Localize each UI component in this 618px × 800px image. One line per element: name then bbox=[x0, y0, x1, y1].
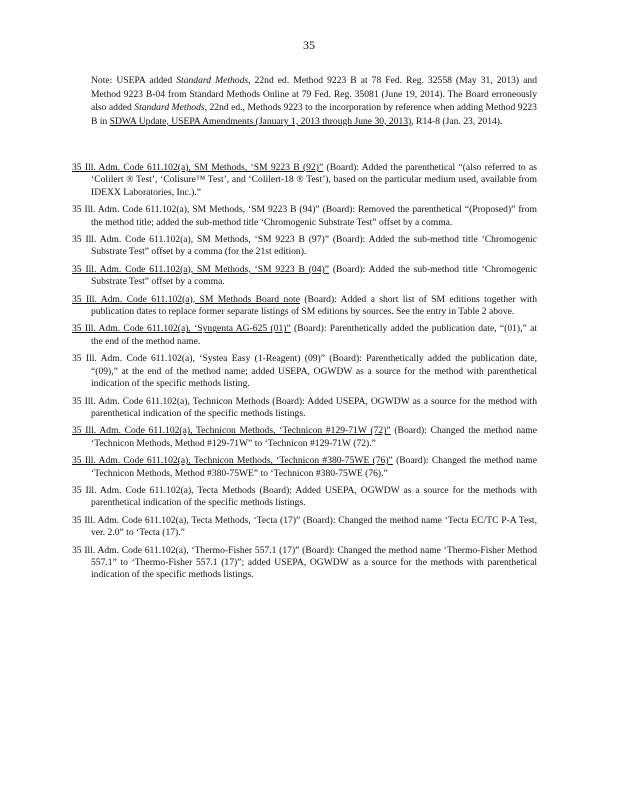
amendment-entry bbox=[72, 353, 537, 390]
note-text: , 22nd ed., Methods 9223 to the incorporation by reference when adding Method 9223 B in bbox=[91, 102, 537, 127]
amendment-entry bbox=[72, 294, 537, 319]
note-underlined-citation: SDWA Update, USEPA Amendments (January 1, 2013 through June 30, 2013) bbox=[109, 115, 412, 127]
entry-text: 35 Ill. Adm. Code 611.102(a), Technicon Methods (Board): Added USEPA, OGWDW as a source for the method with parenthetical indication of the specific methods listings. bbox=[72, 395, 537, 419]
note-text: , R14-8 (Jan. 23, 2014). bbox=[411, 115, 503, 127]
amendment-entry bbox=[72, 425, 537, 450]
amendment-entry bbox=[72, 234, 537, 259]
entry-underlined-citation: 35 Ill. Adm. Code 611.102(a), SM Methods, ‘SM 9223 B (04)” bbox=[72, 263, 329, 275]
amendment-entry bbox=[72, 485, 537, 510]
entry-text: (Board): Parenthetically added the publication date, “(01),” at the end of the method name. bbox=[91, 323, 537, 347]
amendment-entry bbox=[72, 264, 537, 289]
entry-underlined-citation: 35 Ill. Adm. Code 611.102(a), SM Methods Board note bbox=[72, 293, 300, 305]
note-italic-title: Standard Methods bbox=[134, 102, 205, 114]
entry-underlined-citation: 35 Ill. Adm. Code 611.102(a), SM Methods, ‘SM 9223 B (92)” bbox=[72, 162, 324, 173]
entry-text: (Board): Changed the method name ‘Technicon Methods, Method #129-71W” to ‘Technicon #129-71W (72).” bbox=[91, 425, 537, 449]
entry-underlined-citation: 35 Ill. Adm. Code 611.102(a), Technicon Methods, ‘Technicon #129-71W (72)” bbox=[72, 425, 391, 437]
page-number: 35 bbox=[303, 38, 315, 52]
amendment-entry bbox=[72, 204, 537, 229]
note-text: Note: USEPA added bbox=[91, 75, 177, 86]
entry-text: 35 Ill. Adm. Code 611.102(a), Tecta Methods, ‘Tecta (17)” (Board): Changed the method name ‘Tecta EC/TC P-A Test, ver. 2.0” to ‘Tecta (17).” bbox=[72, 514, 537, 539]
amendment-entry bbox=[72, 396, 537, 421]
entry-underlined-citation: 35 Ill. Adm. Code 611.102(a), ‘Syngenta AG-625 (01)” bbox=[72, 323, 291, 335]
amendment-entries bbox=[72, 162, 537, 587]
note-italic-title: Standard Methods bbox=[176, 75, 249, 86]
amendment-entry bbox=[72, 162, 537, 199]
entry-text: (Board): Added the sub-method title ‘Chromogenic Substrate Test” offset by a comma. bbox=[91, 263, 537, 288]
note-text: , 22nd ed. Method 9223 B at 78 Fed. Reg. 32558 (May 31, 2013) and Method 9223 B-04 from Standard Methods Online at 79 Fed. Reg. 35081 (June 19, 2014). The Board erroneously also added bbox=[91, 75, 537, 114]
amendment-entry bbox=[72, 545, 537, 582]
amendment-entry bbox=[72, 323, 537, 348]
entry-text: 35 Ill. Adm. Code 611.102(a), SM Methods, ‘SM 9223 B (97)” (Board): Added the sub-method title ‘Chromogenic Substrate Test” offset by a comma (for the 21st edition). bbox=[72, 234, 537, 258]
entry-text: 35 Ill. Adm. Code 611.102(a), SM Methods, ‘SM 9223 B (94)” (Board): Removed the parenthetical “(Proposed)” from the method title; added the sub-method title ‘Chromogenic Substrate Test” offset by a comma. bbox=[72, 204, 537, 228]
entry-text: 35 Ill. Adm. Code 611.102(a), Tecta Methods (Board): Added USEPA, OGWDW as a source for the methods with parenthetical indication of the specific methods listings. bbox=[72, 484, 537, 509]
entry-text: (Board): Added the parenthetical “(also referred to as ‘Colilert ® Test’, ‘Colisure™ Test’, and ‘Colilert-18 ® Test’), based on the particular medium used, available from IDEXX Laboratories, Inc.).” bbox=[91, 162, 537, 198]
note-paragraph bbox=[91, 74, 537, 128]
entry-text: 35 Ill. Adm. Code 611.102(a), ‘Thermo-Fisher 557.1 (17)” (Board): Changed the method name ‘Thermo-Fisher Method 557.1” to ‘Thermo-Fisher 557.1 (17)”; added USEPA, OGWDW as a source for the methods with parenthetical indication of the specific methods listings. bbox=[72, 544, 537, 581]
entry-text: (Board): Added a short list of SM editions together with publication dates to replace former separate listings of SM editions by sources. See the entry in Table 2 above. bbox=[91, 293, 537, 318]
entry-underlined-citation: 35 Ill. Adm. Code 611.102(a), Technicon Methods, ‘Technicon #380-75WE (76)” bbox=[72, 455, 393, 467]
entry-text: 35 Ill. Adm. Code 611.102(a), ‘Systea Easy (1-Reagent) (09)” (Board): Parenthetically added the publication date, “(09),” at the end of the method name; added USEPA, OGWDW as a source for the method with parenthetical indication of the specific methods listing. bbox=[72, 353, 537, 390]
amendment-entry bbox=[72, 515, 537, 540]
amendment-entry bbox=[72, 455, 537, 480]
entry-text: (Board): Changed the method name ‘Technicon Methods, Method #380-75WE” to ‘Technicon #380-75WE (76).” bbox=[91, 455, 537, 479]
